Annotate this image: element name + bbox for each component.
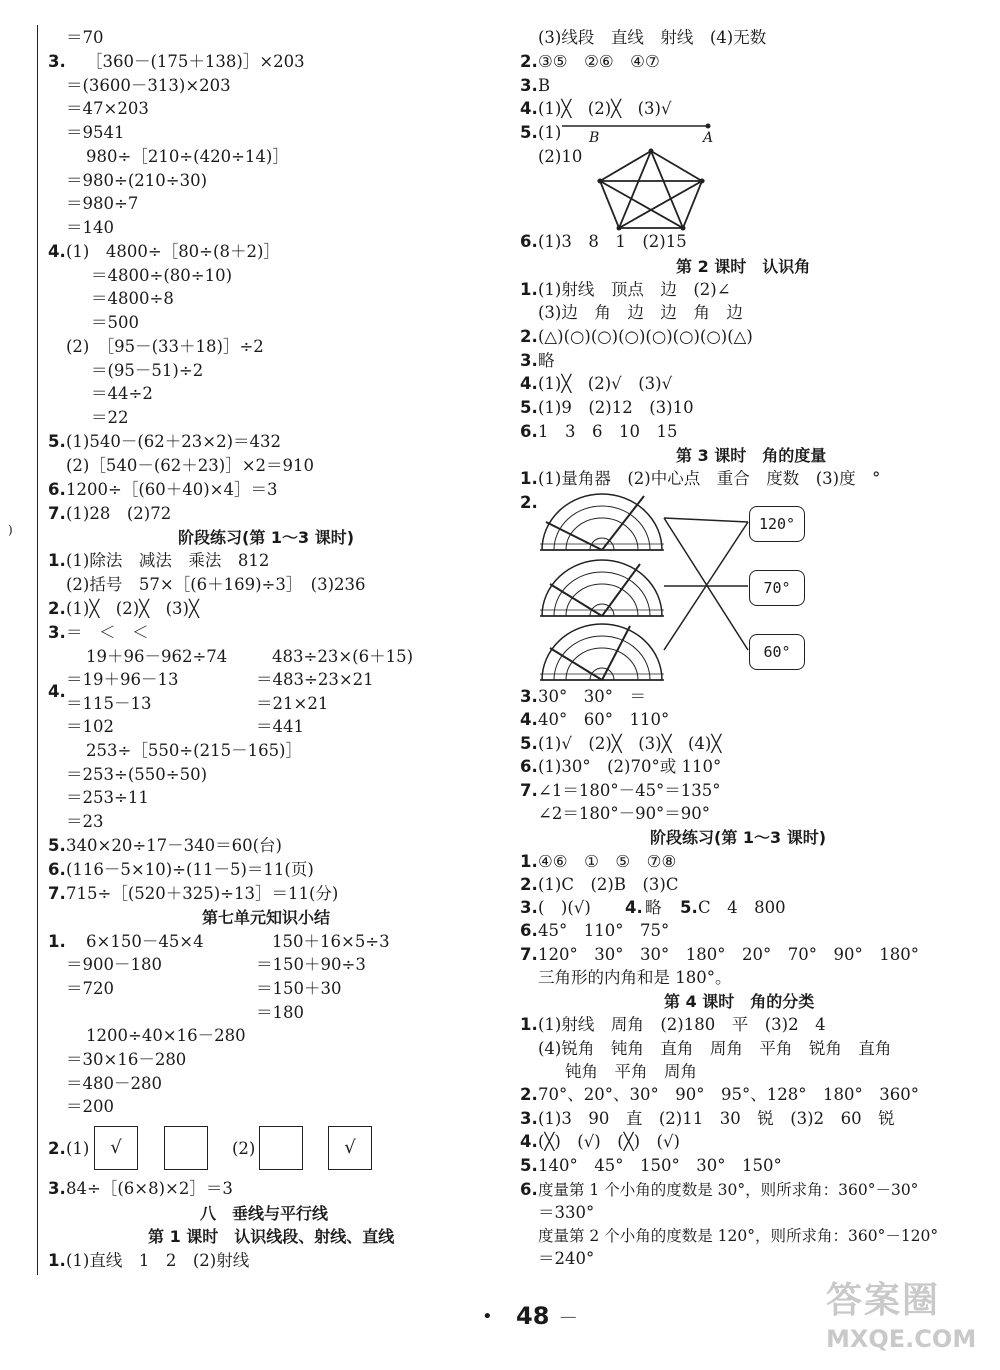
answer-line: ＝253÷(550÷50): [66, 765, 208, 784]
answer-line: 40° 60° 110°: [538, 710, 670, 729]
question-number: 2.: [520, 327, 538, 346]
chapter-heading: 八 垂线与平行线: [200, 1204, 329, 1223]
section-heading: 第 1 课时 认识线段、射线、直线: [148, 1227, 395, 1246]
question-number: 1.: [520, 280, 538, 299]
answer-line: 19＋96－962÷74: [86, 647, 228, 666]
answer-line: ＝253÷11: [66, 788, 149, 807]
answer-line: ［360－(175＋138)］×203: [86, 52, 305, 71]
question-number: 1.: [48, 551, 66, 570]
question-number: 7.: [48, 504, 66, 523]
question-number: 5.: [680, 898, 698, 917]
answer-line: (△)(○)(○)(○)(○)(○)(○)(△): [538, 327, 753, 346]
degree-box: 60°: [749, 634, 805, 670]
question-number: 1.: [48, 932, 66, 951]
answer-line: (1)射线 顶点 边 (2)∠: [538, 280, 731, 299]
answer-line: 略: [645, 898, 662, 917]
question-number: 3.: [520, 898, 538, 917]
answer-line: (1)3 90 直 (2)11 30 锐 (3)2 60 锐: [538, 1109, 895, 1128]
answer-line: (1)除法 减法 乘法 812: [66, 551, 270, 570]
section-heading: 阶段练习(第 1～3 课时): [178, 528, 355, 547]
answer-line: (1)╳ (2)╳ (3)╳: [66, 599, 199, 618]
question-number: 2.: [48, 1139, 66, 1158]
question-number: 6.: [520, 921, 538, 940]
ray-diagram: [560, 118, 720, 148]
margin-mark: ): [8, 523, 13, 537]
vertex-dot: [649, 149, 654, 154]
question-number: 7.: [520, 781, 538, 800]
section-heading: 第 4 课时 角的分类: [664, 992, 815, 1011]
answer-line: ＝900－180: [66, 955, 162, 974]
question-number: 4.: [520, 710, 538, 729]
question-number: 4.: [48, 682, 66, 701]
answer-line: 150＋16×5÷3: [272, 932, 390, 951]
question-number: 6.: [48, 860, 66, 879]
degree-box: 70°: [749, 570, 805, 606]
answer-line: ＝483÷23×21: [256, 670, 374, 689]
answer-line: ＝ ＜ ＜: [66, 623, 149, 642]
margin-rule: [37, 25, 38, 1275]
answer-line: (2): [232, 1139, 256, 1158]
degree-box: 120°: [749, 506, 805, 542]
question-number: 6.: [520, 1180, 538, 1199]
question-number: 6.: [520, 422, 538, 441]
question-number: 2.: [520, 493, 538, 512]
answer-line: (1)9 (2)12 (3)10: [538, 398, 694, 417]
answer-line: (1): [66, 1139, 90, 1158]
protractor-1: [540, 494, 664, 550]
question-number: 5.: [520, 398, 538, 417]
answer-line: ＝441: [256, 717, 304, 736]
answer-line: ＝980÷7: [66, 194, 139, 213]
answer-line: ＝980÷(210÷30): [66, 171, 208, 190]
question-number: 4.: [625, 898, 643, 917]
question-number: 2.: [520, 875, 538, 894]
watermark-logo: 答案圈: [826, 1280, 941, 1321]
question-number: 3.: [48, 1179, 66, 1198]
answer-line: (1)3 8 1 (2)15: [538, 232, 687, 251]
section-heading: 阶段练习(第 1～3 课时): [650, 828, 827, 847]
answer-line: ＝9541: [66, 123, 125, 142]
answer-line: ＝(95－51)÷2: [91, 361, 204, 380]
question-number: 4.: [48, 242, 66, 261]
answer-line: ＝330°: [538, 1203, 595, 1222]
answer-line: 45° 110° 75°: [538, 921, 670, 940]
answer-line: (1)28 (2)72: [66, 504, 172, 523]
question-number: 3.: [48, 623, 66, 642]
question-number: 3.: [48, 52, 66, 71]
question-number: 6.: [48, 480, 66, 499]
question-number: 1.: [520, 469, 538, 488]
answer-line: 1 3 6 10 15: [538, 422, 678, 441]
protractor-2: [540, 560, 664, 616]
answer-line: (1)直线 1 2 (2)射线: [66, 1251, 250, 1270]
answer-line: (4)锐角 钝角 直角 周角 平角 锐角 直角: [538, 1039, 892, 1058]
answer-line: ＝480－280: [66, 1074, 162, 1093]
question-number: 5.: [520, 734, 538, 753]
answer-line: (1)√ (2)╳ (3)╳ (4)╳: [538, 734, 722, 753]
vertex-dot: [681, 226, 686, 231]
protractor-3: [540, 624, 664, 680]
question-number: 5.: [520, 123, 538, 142]
answer-line: ＝4800÷(80÷10): [91, 266, 233, 285]
answer-box: √: [94, 1126, 138, 1170]
question-number: 5.: [520, 1156, 538, 1175]
answer-line: 1200÷40×16－280: [86, 1026, 246, 1045]
answer-line: ＝(3600－313)×203: [66, 76, 231, 95]
answer-line: ＝21×21: [256, 694, 329, 713]
answer-line: ＝19＋96－13: [66, 670, 179, 689]
answer-line: ∠2＝180°－90°＝90°: [538, 804, 711, 823]
answer-line: (1)╳ (2)√ (3)√: [538, 374, 673, 393]
answer-line: 三角形的内角和是 180°。: [538, 968, 732, 987]
answer-line: 70°、20°、30° 90° 95°、128° 180° 360°: [538, 1085, 919, 1104]
answer-line: (3)边 角 边 边 角 边: [538, 303, 743, 322]
question-number: 4.: [520, 99, 538, 118]
answer-line: ＝22: [91, 408, 129, 427]
answer-line: 340×20÷17－340＝60(台): [66, 836, 282, 855]
pentagram-diagram: [596, 148, 706, 230]
question-number: 6.: [520, 232, 538, 251]
question-number: 7.: [48, 884, 66, 903]
answer-line: ＝500: [91, 313, 139, 332]
match-line: [664, 518, 748, 522]
point-label-b: B: [589, 130, 600, 146]
vertex-dot: [700, 179, 705, 184]
question-number: 5.: [48, 432, 66, 451]
answer-line: ＝140: [66, 218, 114, 237]
question-number: 3.: [520, 76, 538, 95]
section-heading: 第 2 课时 认识角: [676, 257, 811, 276]
vertex-dot: [598, 179, 603, 184]
answer-line: (1)C (2)B (3)C: [538, 875, 679, 894]
answer-line: ∠1＝180°－45°＝135°: [538, 781, 721, 800]
answer-line: 483÷23×(6＋15): [272, 647, 414, 666]
footer-bullet: •: [482, 1306, 493, 1327]
answer-line: ＝44÷2: [91, 384, 153, 403]
point-label-a: A: [703, 130, 714, 146]
answer-line: ＝47×203: [66, 99, 149, 118]
answer-line: 84÷［(6×8)×2］＝3: [66, 1179, 233, 1198]
answer-line: ＝23: [66, 812, 104, 831]
answer-line: 120° 30° 30° 180° 20° 70° 90° 180°: [538, 945, 919, 964]
answer-line: C 4 800: [698, 898, 786, 917]
answer-line: (1) 4800÷［80÷(8＋2)］: [66, 242, 280, 261]
question-number: 3.: [520, 351, 538, 370]
answer-line: 253÷［550÷(215－165)］: [86, 741, 302, 760]
answer-line: ＝240°: [538, 1249, 595, 1268]
answer-line: ＝200: [66, 1097, 114, 1116]
question-number: 3.: [520, 1109, 538, 1128]
question-number: 5.: [48, 836, 66, 855]
answer-line: ＝4800÷8: [91, 289, 174, 308]
section-heading: 第七单元知识小结: [202, 908, 331, 927]
page-number: 48: [516, 1302, 550, 1330]
answer-line: (3)线段 直线 射线 (4)无数: [538, 28, 767, 47]
question-number: 1.: [520, 852, 538, 871]
answer-line: ＝115－13: [66, 694, 152, 713]
answer-line: B: [538, 76, 551, 95]
answer-box: [164, 1126, 208, 1170]
question-number: 4.: [520, 1132, 538, 1151]
answer-line: (2)10: [538, 147, 583, 166]
answer-line: (1)540－(62＋23×2)＝432: [66, 432, 282, 451]
answer-line: ＝30×16－280: [66, 1050, 187, 1069]
question-number: 2.: [520, 1085, 538, 1104]
answer-line: ( )(√): [538, 898, 591, 917]
question-number: 1.: [520, 1015, 538, 1034]
answer-line: 度量第 2 个小角的度数是 120°，则所求角：360°－120°: [538, 1227, 939, 1245]
answer-line: (1)30° (2)70°或 110°: [538, 757, 722, 776]
answer-line: 1200÷［(60＋40)×4］＝3: [66, 480, 278, 499]
answer-line: 980÷［210÷(420÷14)］: [86, 147, 289, 166]
answer-line: (116－5×10)÷(11－5)＝11(页): [66, 860, 314, 879]
answer-line: 略: [538, 351, 555, 370]
vertex-dot: [617, 226, 622, 231]
watermark-url: MXQE.COM: [826, 1325, 977, 1353]
question-number: 6.: [520, 757, 538, 776]
answer-line: (╳) (√) (╳) (√): [538, 1132, 680, 1151]
question-number: 2.: [48, 599, 66, 618]
answer-line: ＝180: [256, 1003, 304, 1022]
answer-line: ＝150＋30: [256, 979, 342, 998]
answer-line: (1)射线 周角 (2)180 平 (3)2 4: [538, 1015, 826, 1034]
answer-box: √: [328, 1126, 372, 1170]
answer-line: (2)［540－(62＋23)］×2＝910: [66, 456, 315, 475]
question-number: 1.: [48, 1251, 66, 1270]
answer-line: ④⑥ ① ⑤ ⑦⑧: [538, 852, 677, 871]
question-number: 4.: [520, 374, 538, 393]
answer-line: (1): [538, 123, 562, 142]
question-number: 3.: [520, 687, 538, 706]
answer-line: 715÷［(520＋325)÷13］＝11(分): [66, 884, 339, 903]
section-heading: 第 3 课时 角的度量: [676, 446, 827, 465]
answer-line: ③⑤ ②⑥ ④⑦: [538, 52, 660, 71]
answer-line: 6×150－45×4: [86, 932, 204, 951]
answer-line: ＝150＋90÷3: [256, 955, 366, 974]
answer-line: ＝70: [66, 28, 104, 47]
answer-line: ＝102: [66, 717, 114, 736]
answer-line: 度量第 1 个小角的度数是 30°，则所求角：360°－30°: [538, 1181, 919, 1199]
question-number: 2.: [520, 52, 538, 71]
footer-dash: —: [560, 1307, 577, 1326]
answer-line: 140° 45° 150° 30° 150°: [538, 1156, 782, 1175]
answer-line: (1)╳ (2)╳ (3)√: [538, 99, 672, 118]
answer-line: (2)括号 57×［(6＋169)÷3］ (3)236: [66, 575, 366, 594]
answer-line: 钝角 平角 周角: [565, 1062, 697, 1081]
answer-line: 30° 30° ＝: [538, 687, 646, 706]
answer-line: (1)量角器 (2)中心点 重合 度数 (3)度 °: [538, 469, 881, 488]
answer-box: [259, 1126, 303, 1170]
answer-line: ＝720: [66, 979, 114, 998]
answer-line: (2) ［95－(33＋18)］÷2: [66, 337, 264, 356]
question-number: 7.: [520, 945, 538, 964]
